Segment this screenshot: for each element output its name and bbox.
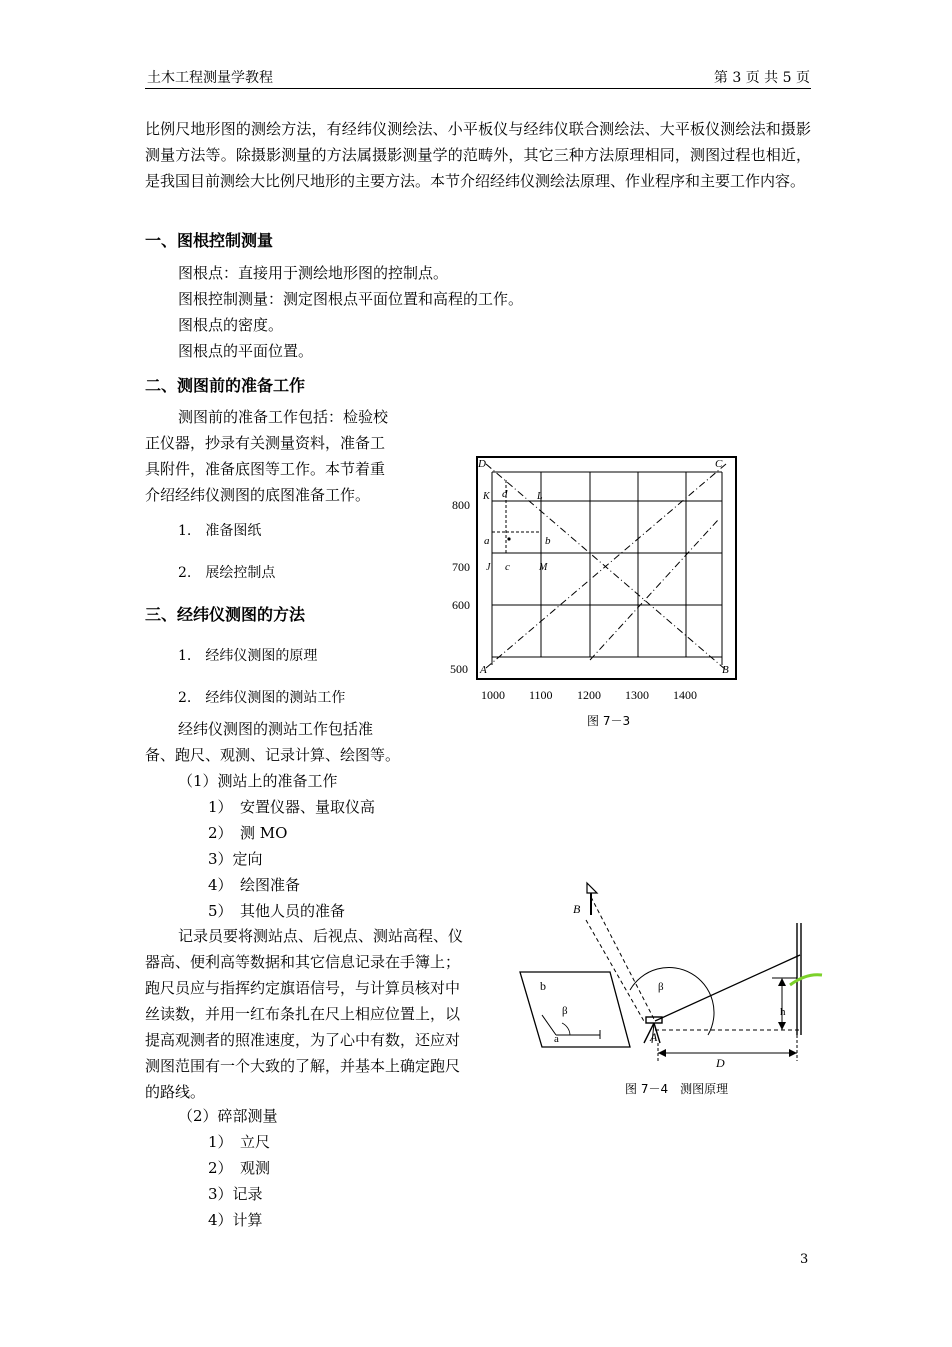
label-b: b: [540, 979, 546, 993]
plotting-dashes: [492, 480, 541, 553]
header-rule: [145, 88, 811, 89]
label-a: a: [554, 1033, 559, 1045]
section3-item: 2. 经纬仪测图的测站工作: [178, 690, 346, 706]
subsection-item: 3）记录: [208, 1185, 263, 1203]
section3-para2-line: 测图范围有一个大致的了解，并基本上确定跑尺: [145, 1057, 461, 1075]
point-label-d: d: [502, 488, 508, 500]
label-beta-sheet: β: [562, 1005, 568, 1017]
instrument-head: [646, 1017, 662, 1023]
section3-para-line: 经纬仪测图的测站工作包括准: [178, 720, 374, 738]
sight-line-to-staff: [655, 955, 800, 1021]
diagonal-lines: [486, 464, 726, 670]
section1-heading: 一、图根控制测量: [145, 231, 274, 250]
section3-para2-line: 器高、便利高等数据和其它信息记录在手簿上；: [145, 953, 461, 971]
target-flag-B: [587, 883, 597, 893]
y-tick-label: 700: [452, 560, 470, 574]
section2-heading: 二、测图前的准备工作: [145, 376, 306, 395]
point-label-D: D: [478, 458, 486, 470]
subsection-item: 5） 其他人员的准备: [208, 902, 346, 920]
section3-heading: 三、经纬仪测图的方法: [145, 605, 306, 624]
point-label-M: M: [539, 562, 548, 573]
subsection-item: 1） 立尺: [208, 1133, 271, 1151]
subsection-heading: （2）碎部测量: [178, 1107, 278, 1125]
section1-line: 图根点：直接用于测绘地形图的控制点。: [178, 264, 449, 282]
plotted-point: [507, 537, 510, 540]
point-label-L: L: [537, 491, 543, 502]
section3-para2-line: 提高观测者的照准速度，为了心中有数，还应对: [145, 1031, 461, 1049]
staff-marker-flag: [790, 975, 822, 985]
section3-para2-line: 跑尺员应与指挥约定旗语信号，与计算员核对中: [145, 979, 461, 997]
section1-line: 图根点的密度。: [178, 316, 284, 334]
section1-line: 图根点的平面位置。: [178, 342, 314, 360]
x-tick-label: 1100: [529, 688, 553, 702]
x-tick-label: 1000: [481, 688, 505, 702]
subsection-item: 4）计算: [208, 1211, 263, 1229]
x-tick-label: 1300: [625, 688, 649, 702]
section3-para2-line: 的路线。: [145, 1083, 206, 1101]
point-label-B: B: [722, 664, 729, 676]
page-number: 3: [800, 1252, 809, 1267]
sheet-direction-line: [542, 1015, 556, 1035]
section2-para-line: 测图前的准备工作包括：检验校: [178, 408, 389, 426]
y-tick-label: 800: [452, 498, 470, 512]
subsection-heading: （1）测站上的准备工作: [178, 772, 338, 790]
running-header-title: 土木工程测量学教程: [147, 70, 273, 86]
section3-para2-line: 记录员要将测站点、后视点、测站高程、仪: [178, 927, 464, 945]
point-label-K: K: [483, 491, 490, 502]
section2-para-line: 正仪器，抄录有关测量资料，准备工: [145, 434, 386, 452]
section2-para-line: 介绍经纬仪测图的底图准备工作。: [145, 486, 371, 504]
point-label-b: b: [545, 535, 551, 547]
sheet-angle-arc: [562, 1023, 570, 1035]
point-label-C: C: [715, 458, 723, 470]
subsection-item: 1） 安置仪器、量取仪高: [208, 798, 376, 816]
running-header-page-info: 第 3 页 共 5 页: [713, 70, 810, 86]
y-tick-label: 500: [450, 662, 468, 676]
label-B: B: [573, 902, 581, 916]
section2-item: 2. 展绘控制点: [178, 565, 276, 581]
section1-line: 图根控制测量：测定图根点平面位置和高程的工作。: [178, 290, 524, 308]
subsection-item: 2） 观测: [208, 1159, 271, 1177]
point-label-A: A: [480, 664, 487, 676]
section3-item: 1. 经纬仪测图的原理: [178, 648, 318, 664]
intro-paragraph: 比例尺地形图的测绘方法，有经纬仪测绘法、小平板仪与经纬仪联合测绘法、大平板仪测绘法和摄影测量方法等。除摄影测量的方法属摄影测量学的范畴外，其它三种方法原理相同，测图过程也相近，是我国目前测绘大比例尺地形的主要方法。本节介绍经纬仪测绘法原理、作业程序和主要工作内容。: [145, 120, 811, 190]
point-label-J: J: [486, 562, 491, 573]
figure-7-4-caption: 图 7－4 测图原理: [625, 1082, 729, 1096]
horizontal-angle-arc: [630, 967, 714, 1035]
x-tick-label: 1200: [577, 688, 601, 702]
figure-7-4-diagram: [510, 875, 830, 1075]
section3-para-line: 备、跑尺、观测、记录计算、绘图等。: [145, 746, 401, 764]
y-tick-label: 600: [452, 598, 470, 612]
section2-item: 1. 准备图纸: [178, 523, 262, 539]
subsection-item: 3）定向: [208, 850, 263, 868]
section3-para2-line: 丝读数，并用一红布条扎在尺上相应位置上，以: [145, 1005, 461, 1023]
figure-7-3-caption: 图 7－3: [587, 714, 631, 728]
plane-table-sheet: [520, 972, 630, 1047]
x-tick-label: 1400: [673, 688, 697, 702]
label-h: h: [780, 1006, 786, 1018]
section2-para-line: 具附件，准备底图等工作。本节着重: [145, 460, 386, 478]
sight-dashed-lines: [586, 897, 800, 1030]
point-label-a: a: [484, 535, 490, 547]
label-beta-field: β: [658, 981, 664, 993]
label-A: A: [650, 1030, 658, 1044]
point-label-c: c: [505, 561, 510, 573]
label-D: D: [716, 1056, 725, 1070]
figure-7-3-grid: [440, 450, 750, 740]
subsection-item: 2） 测 MO: [208, 824, 288, 842]
subsection-item: 4） 绘图准备: [208, 876, 301, 894]
